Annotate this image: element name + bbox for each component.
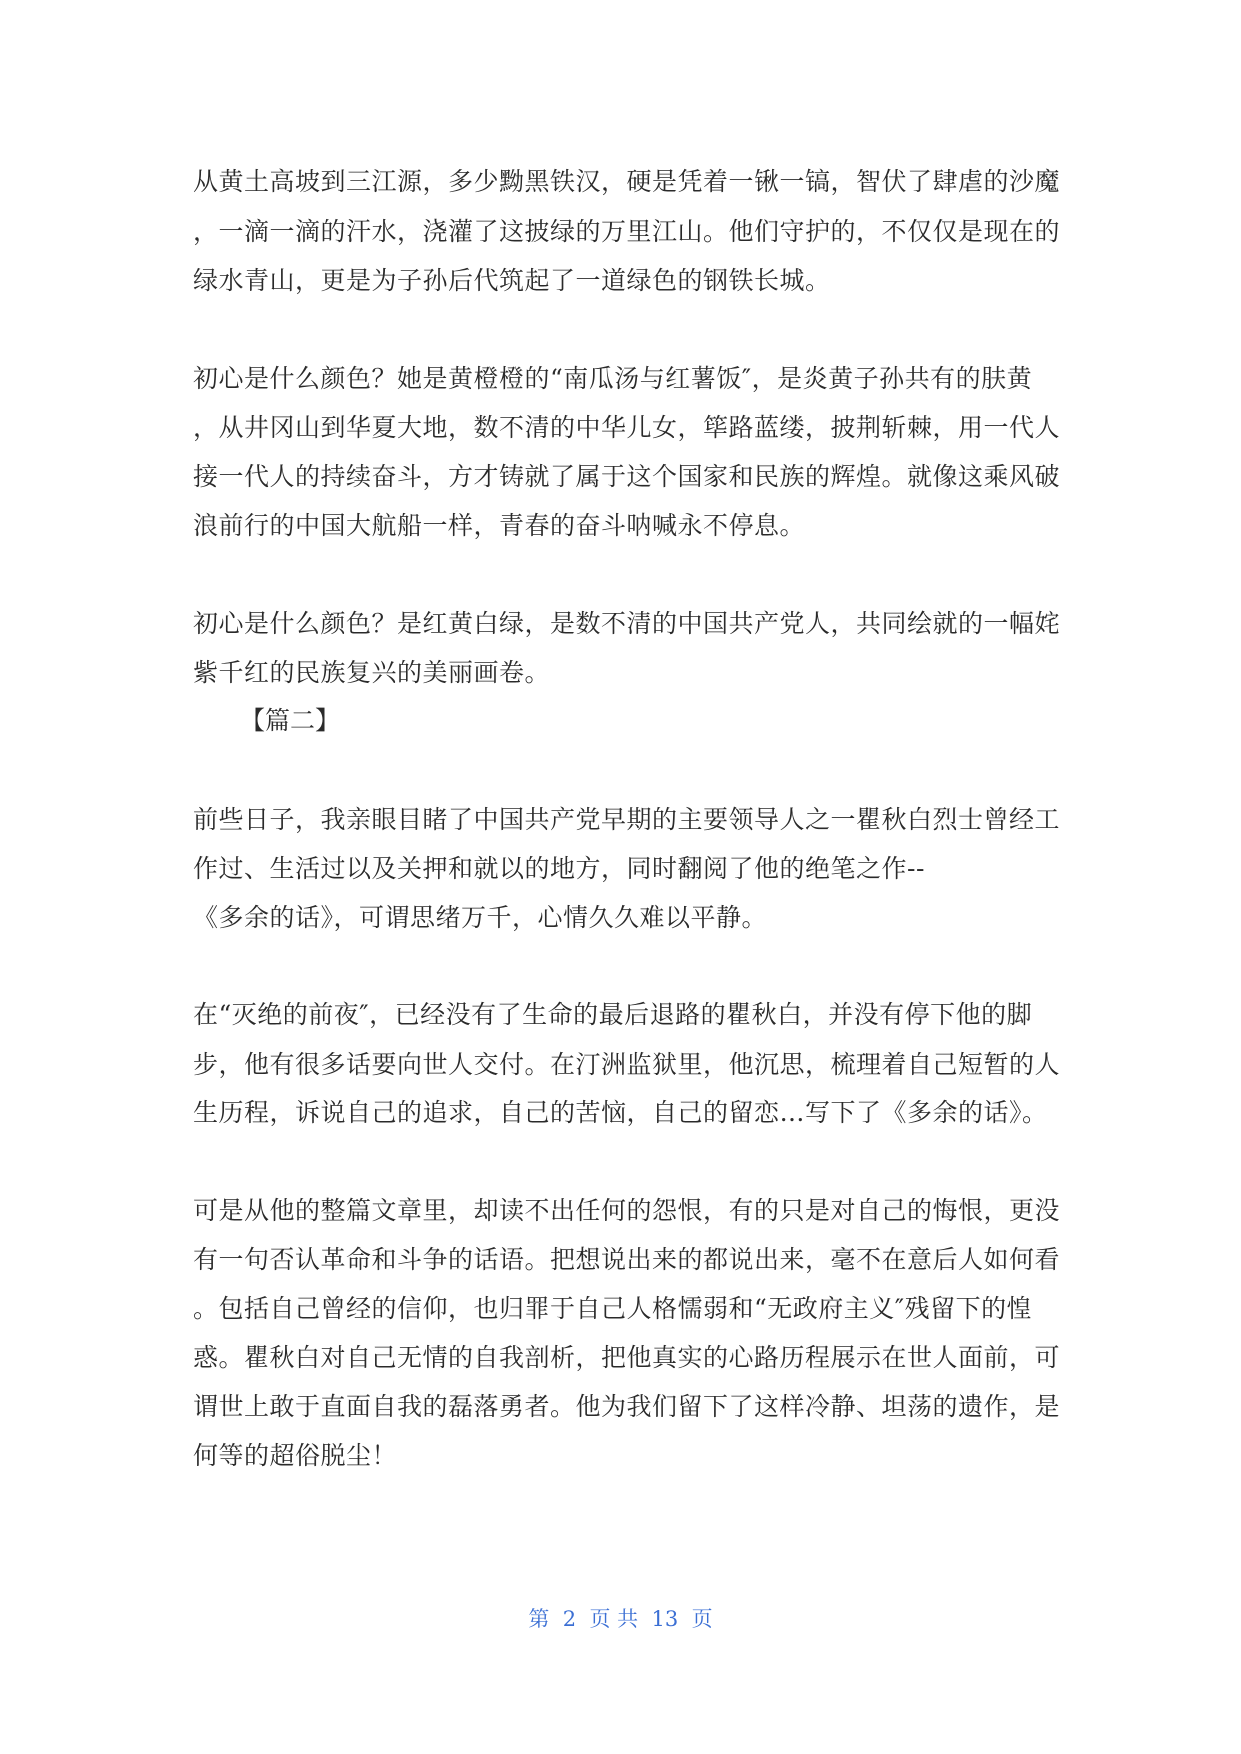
paragraph-line: 谓世上敢于直面自我的磊落勇者。他为我们留下了这样冷静、坦荡的遗作，是 [193,1392,1061,1421]
paragraph-line: 有一句否认革命和斗争的话语。把想说出来的都说出来，毫不在意后人如何看 [193,1245,1061,1274]
paragraph-line: 。包括自己曾经的信仰，也归罪于自己人格懦弱和“无政府主义″残留下的惶 [193,1294,1033,1323]
paragraph-line: ，一滴一滴的汗水，浇灌了这披绿的万里江山。他们守护的，不仅仅是现在的 [193,217,1061,246]
paragraph-line: 从黄土高坡到三江源，多少黝黑铁汉，硬是凭着一锹一镐，智伏了肆虐的沙魔 [193,167,1061,196]
paragraph-line: 浪前行的中国大航船一样，青春的奋斗呐喊永不停息。 [193,511,806,540]
paragraph-line: 何等的超俗脱尘！ [193,1441,398,1470]
paragraph-line: 接一代人的持续奋斗，方才铸就了属于这个国家和民族的辉煌。就像这乘风破 [193,462,1061,491]
paragraph-line: 前些日子，我亲眼目睹了中国共产党早期的主要领导人之一瞿秋白烈士曾经工 [193,805,1061,834]
paragraph-line: 可是从他的整篇文章里，却读不出任何的怨恨，有的只是对自己的悔恨，更没 [193,1196,1061,1225]
section-heading: 【篇二】 [240,706,341,735]
paragraph-line: 初心是什么颜色？是红黄白绿，是数不清的中国共产党人，共同绘就的一幅姹 [193,609,1061,638]
paragraph-line: 在“灭绝的前夜″，已经没有了生命的最后退路的瞿秋白，并没有停下他的脚 [193,1000,1033,1029]
paragraph-line: 《多余的话》，可谓思绪万千，心情久久难以平静。 [193,903,768,932]
paragraph-line: 生历程，诉说自己的追求，自己的苦恼，自己的留恋…写下了《多余的话》。 [193,1098,1048,1127]
paragraph-line: 紫千红的民族复兴的美丽画卷。 [193,658,551,687]
paragraph-line: 初心是什么颜色？她是黄橙橙的“南瓜汤与红薯饭″，是炎黄子孙共有的肤黄 [193,364,1033,393]
paragraph-line: 步，他有很多话要向世人交付。在汀洲监狱里，他沉思，梳理着自己短暂的人 [193,1050,1061,1079]
paragraph-line: 作过、生活过以及关押和就以的地方，同时翻阅了他的绝笔之作-- [193,854,925,883]
paragraph-line: 惑。瞿秋白对自己无情的自我剖析，把他真实的心路历程展示在世人面前，可 [193,1343,1061,1372]
page-number-footer: 第 2 页 共 13 页 [528,1607,713,1631]
paragraph-line: ，从井冈山到华夏大地，数不清的中华儿女，筚路蓝缕，披荆斩棘，用一代人 [193,413,1061,442]
paragraph-line: 绿水青山，更是为子孙后代筑起了一道绿色的钢铁长城。 [193,266,831,295]
